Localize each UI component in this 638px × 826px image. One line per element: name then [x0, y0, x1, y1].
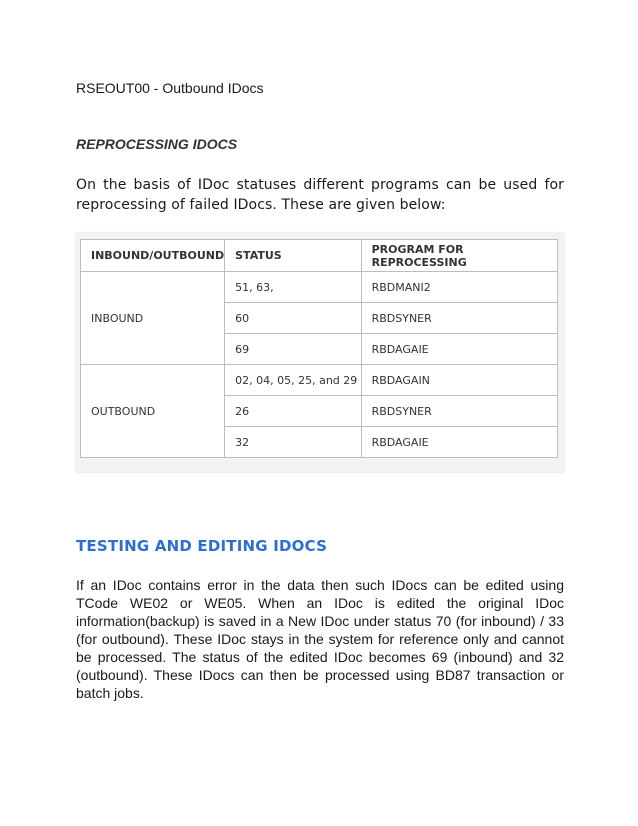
- status-cell: 60: [225, 303, 361, 334]
- testing-paragraph: If an IDoc contains error in the data then such IDocs can be edited using TCode WE02 or WE05. When an IDoc is edited the original IDoc information(backup) is saved in a New IDoc under status 70 (for inbound) / 33 (for outbound). These IDoc stays in the system for reference only and cannot be processed. The status of the edited IDoc becomes 69 (inbound) and 32 (outbound). These IDocs can then be processed using BD87 transaction or batch jobs.: [76, 577, 564, 701]
- status-cell: 26: [225, 396, 361, 427]
- status-cell: 02, 04, 05, 25, and 29: [225, 365, 361, 396]
- status-cell: 51, 63,: [225, 272, 361, 303]
- program-cell: RBDAGAIE: [361, 427, 557, 458]
- status-cell: 69: [225, 334, 361, 365]
- program-cell: RBDAGAIN: [361, 365, 557, 396]
- section-heading-reprocessing: REPROCESSING IDOCS: [76, 136, 238, 152]
- section-heading-testing: TESTING AND EDITING IDOCS: [76, 537, 328, 555]
- program-cell: RBDMANI2: [361, 272, 557, 303]
- group-label-outbound: OUTBOUND: [81, 365, 225, 458]
- table-row: [81, 272, 558, 303]
- program-cell: RBDSYNER: [361, 303, 557, 334]
- document-subtitle: RSEOUT00 - Outbound IDocs: [76, 80, 264, 96]
- program-cell: RBDAGAIE: [361, 334, 557, 365]
- column-header: PROGRAM FOR REPROCESSING: [361, 240, 557, 272]
- reprocessing-table: [80, 239, 558, 458]
- reprocessing-table-image: [76, 233, 564, 472]
- column-header: INBOUND/OUTBOUND: [81, 240, 225, 272]
- program-cell: RBDSYNER: [361, 396, 557, 427]
- table-row: [81, 365, 558, 396]
- reprocessing-paragraph: On the basis of IDoc statuses different programs can be used for reprocessing of failed IDocs. These are given below:: [76, 177, 564, 213]
- status-cell: 32: [225, 427, 361, 458]
- table-header-row: [81, 240, 558, 272]
- column-header: STATUS: [225, 240, 361, 272]
- group-label-inbound: INBOUND: [81, 272, 225, 365]
